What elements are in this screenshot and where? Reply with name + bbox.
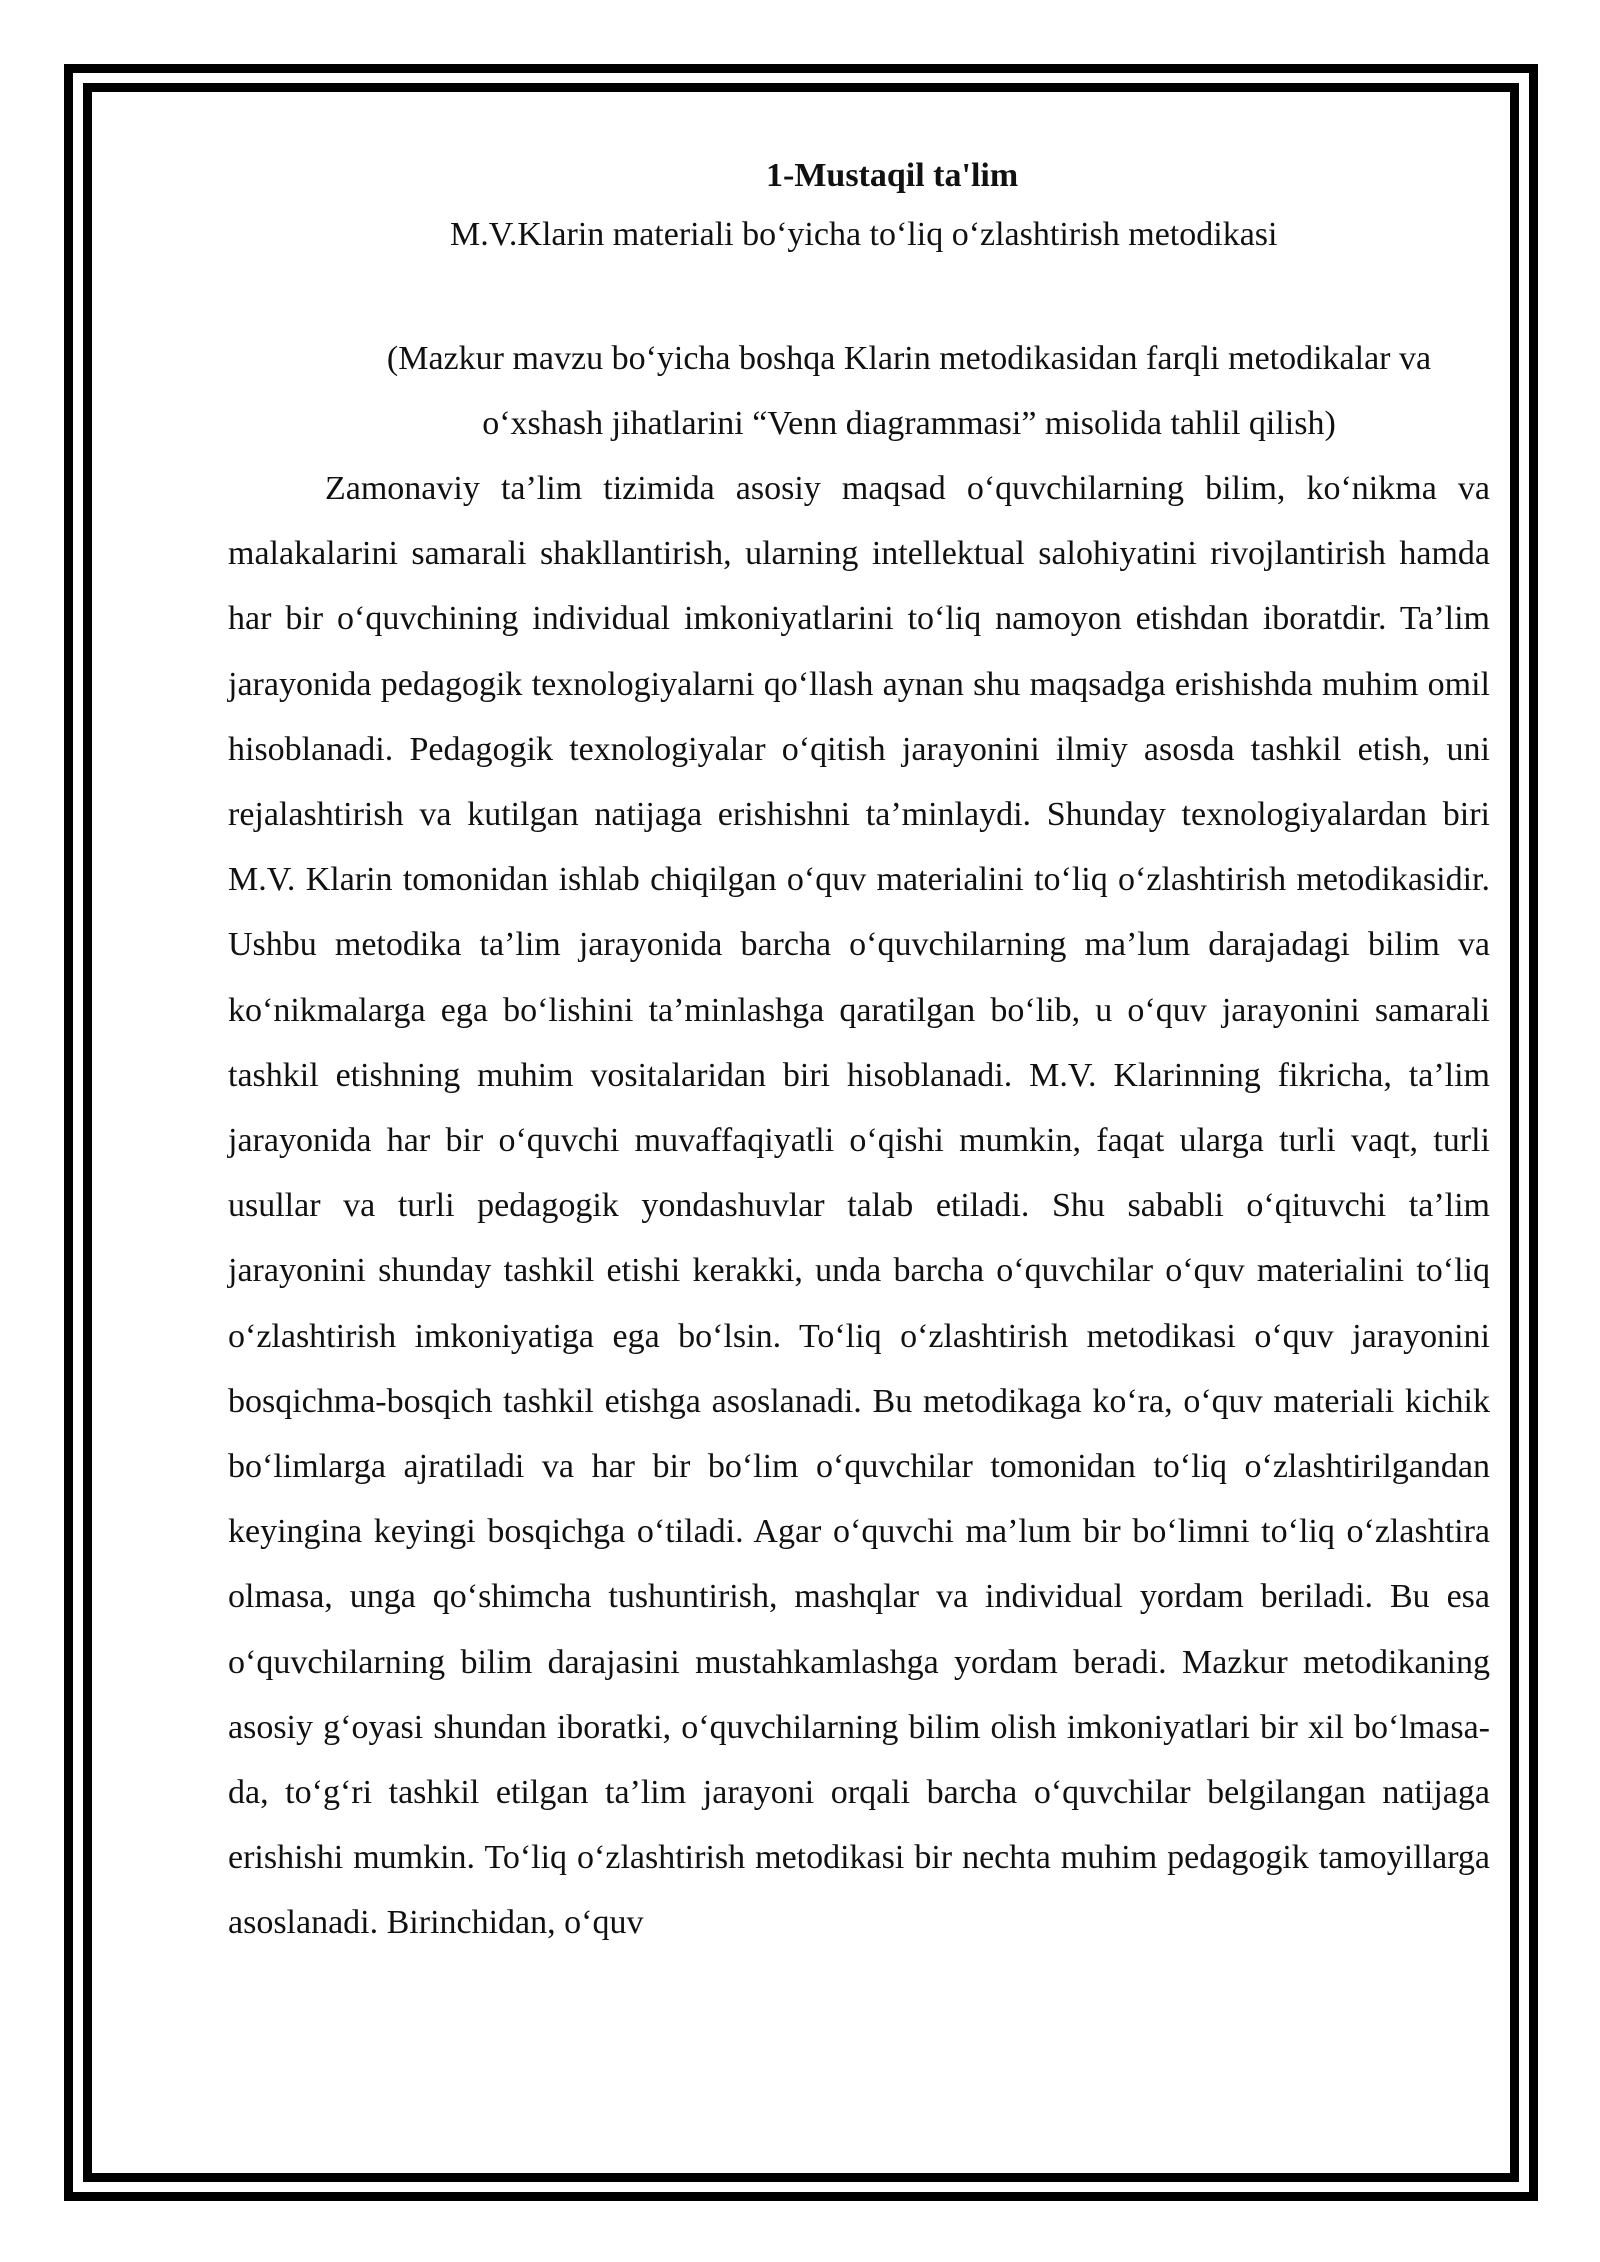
document-title: 1-Mustaqil ta'lim: [766, 157, 1019, 194]
assignment-note: (Mazkur mavzu bo‘yicha boshqa Klarin metodikasidan farqli metodikalar va o‘xshash jihatlarini “Venn diagrammasi” misolida tahlil qilish): [386, 340, 1432, 442]
spacer: [228, 264, 1490, 326]
document-content: [228, 146, 1490, 1956]
document-subtitle: M.V.Klarin materiali bo‘yicha to‘liq o‘zlashtirish metodikasi: [450, 216, 1278, 253]
body-paragraph: Zamonaviy ta’lim tizimida asosiy maqsad o‘quvchilarning bilim, ko‘nikma va malakalarini samarali shakllantirish, ularning intellektual salohiyatini rivojlantirish hamda har bir o‘quvchining individual imkoniyatlarini to‘liq namoyon etishdan iboratdir. Ta’lim jarayonida pedagogik texnologiyalarni qo‘llash aynan shu maqsadga erishishda muhim omil hisoblanadi. Pedagogik texnologiyalar o‘qitish jarayonini ilmiy asosda tashkil etish, uni rejalashtirish va kutilgan natijaga erishishni ta’minlaydi. Shunday texnologiyalardan biri M.V. Klarin tomonidan ishlab chiqilgan o‘quv materialini to‘liq o‘zlashtirish metodikasidir. Ushbu metodika ta’lim jarayonida barcha o‘quvchilarning ma’lum darajadagi bilim va ko‘nikmalarga ega bo‘lishini ta’minlashga qaratilgan bo‘lib, u o‘quv jarayonini samarali tashkil etishning muhim vositalaridan biri hisoblanadi. M.V. Klarinning fikricha, ta’lim jarayonida har bir o‘quvchi muvaffaqiyatli o‘qishi mumkin, faqat ularga turli vaqt, turli usullar va turli pedagogik yondashuvlar talab etiladi. Shu sababli o‘qituvchi ta’lim jarayonini shunday tashkil etishi kerakki, unda barcha o‘quvchilar o‘quv materialini to‘liq o‘zlashtirish imkoniyatiga ega bo‘lsin. To‘liq o‘zlashtirish metodikasi o‘quv jarayonini bosqichma-bosqich tashkil etishga asoslanadi. Bu metodikaga ko‘ra, o‘quv materiali kichik bo‘limlarga ajratiladi va har bir bo‘lim o‘quvchilar tomonidan to‘liq o‘zlashtirilgandan keyingina keyingi bosqichga o‘tiladi. Agar o‘quvchi ma’lum bir bo‘limni to‘liq o‘zlashtira olmasa, unga qo‘shimcha tushuntirish, mashqlar va individual yordam beriladi. Bu esa o‘quvchilarning bilim darajasini mustahkamlashga yordam beradi. Mazkur metodikaning asosiy g‘oyasi shundan iboratki, o‘quvchilarning bilim olish imkoniyatlari bir xil bo‘lmasa-da, to‘g‘ri tashkil etilgan ta’lim jarayoni orqali barcha o‘quvchilar belgilangan natijaga erishishi mumkin. To‘liq o‘zlashtirish metodikasi bir nechta muhim pedagogik tamoyillarga asoslanadi. Birinchidan, o‘quv: [228, 470, 1490, 1942]
